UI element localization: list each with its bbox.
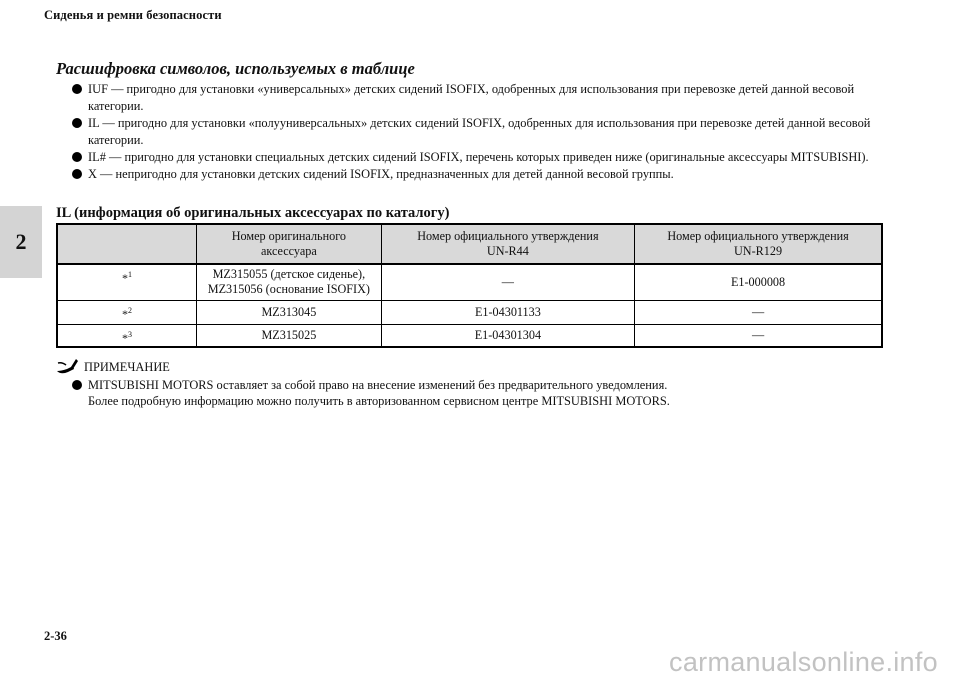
accessory-table: [56, 223, 883, 348]
table-row: [57, 324, 882, 347]
running-header: Сиденья и ремни безопасности: [44, 8, 222, 22]
part-number-cell: [197, 264, 382, 300]
list-item: [72, 149, 892, 166]
footnote-mark: [122, 307, 132, 321]
note-heading-text: ПРИМЕЧАНИЕ: [84, 359, 170, 374]
note-pencil-icon: [56, 358, 78, 376]
r129-cell: E1-000008: [635, 264, 882, 300]
r44-cell: —: [381, 264, 634, 300]
r129-cell: —: [635, 300, 882, 324]
list-item-text: IL# — пригодно для установки специальных детских сидений ISOFIX, перечень которых приведен ниже (оригинальные аксессуары MITSUBISHI).: [88, 150, 869, 164]
note-list: [72, 377, 892, 409]
list-item: [72, 115, 892, 149]
symbol-legend-list: [72, 81, 892, 183]
part-number-text: MZ315055 (детское сиденье),: [212, 267, 366, 282]
list-item-text: X — непригодно для установки детских сидений ISOFIX, предназначенных для детей данной весовой группы.: [88, 167, 674, 181]
table-row: [57, 264, 882, 300]
list-item: [72, 81, 892, 115]
table-row: [57, 300, 882, 324]
row-mark-cell: [57, 300, 197, 324]
header-cell-r129: [635, 224, 882, 264]
bullet-icon: [72, 118, 82, 128]
mark-symbol: *: [122, 330, 129, 345]
footnote-mark: [122, 331, 132, 345]
chapter-tab: 2: [0, 206, 42, 278]
mark-symbol: *: [122, 271, 129, 285]
r44-cell: E1-04301133: [381, 300, 634, 324]
bullet-icon: [72, 380, 82, 390]
bullet-icon: [72, 84, 82, 94]
mark-index: 1: [128, 270, 133, 279]
table-title: IL (информация об оригинальных аксессуарах по каталогу): [56, 205, 450, 221]
header-cell-part-number: Номер оригинального аксессуара: [197, 224, 382, 264]
mark-index: 2: [128, 305, 133, 315]
page-number: 2-36: [44, 629, 67, 643]
header-text: UN-R129: [734, 244, 783, 258]
table-header-row: [57, 224, 882, 264]
list-item-text: IL — пригодно для установки «полууниверсальных» детских сидений ISOFIX, одобренных для использования при перевозке детей данной весовой категории.: [88, 116, 871, 147]
note-text: Более подробную информацию можно получить в авторизованном сервисном центре MITSUBISHI MOTORS.: [88, 394, 670, 408]
note-text: MITSUBISHI MOTORS оставляет за собой право на внесение изменений без предварительного уведомления.: [88, 378, 668, 392]
part-number-cell: MZ315025: [197, 324, 382, 347]
list-item-text: IUF — пригодно для установки «универсальных» детских сидений ISOFIX, одобренных для использования при перевозке детей данной весовой категории.: [88, 82, 855, 113]
header-cell-r44: [381, 224, 634, 264]
list-item: [72, 166, 892, 183]
watermark: carmanualsonline.info: [669, 647, 938, 677]
r44-cell: E1-04301304: [381, 324, 634, 347]
header-cell-mark: [57, 224, 197, 264]
r129-cell: —: [635, 324, 882, 347]
mark-index: 3: [128, 329, 133, 339]
section-title: Расшифровка символов, используемых в таблице: [56, 59, 415, 78]
header-text: Номер официального утверждения: [417, 229, 599, 243]
list-item: [72, 377, 892, 409]
part-number-text: MZ315056 (основание ISOFIX): [207, 282, 370, 297]
header-text: Номер официального утверждения: [667, 229, 849, 243]
footnote-mark: [122, 271, 132, 285]
note-heading: [56, 358, 170, 376]
bullet-icon: [72, 152, 82, 162]
row-mark-cell: [57, 324, 197, 347]
bullet-icon: [72, 169, 82, 179]
part-number-cell: MZ313045: [197, 300, 382, 324]
header-text: UN-R44: [486, 244, 529, 258]
mark-symbol: *: [122, 306, 129, 321]
row-mark-cell: [57, 264, 197, 300]
